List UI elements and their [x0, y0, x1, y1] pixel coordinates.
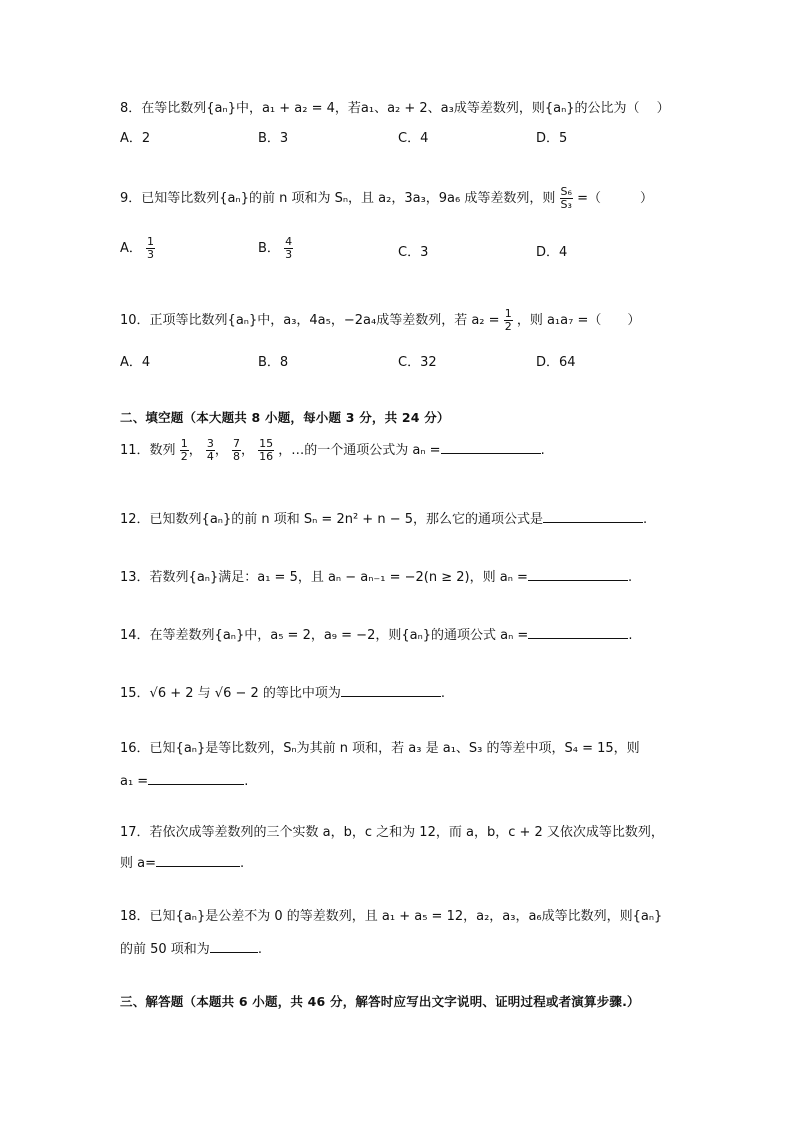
q13-answer-blank[interactable] [528, 566, 628, 581]
q9-option-b: B． $\frac{4}{3}$ [258, 235, 293, 261]
question-17: 17．若依次成等差数列的三个实数 a，b，c 之和为 12，而 a，b，c + 2 又依次成等比数列， [120, 825, 664, 840]
question-10-text: 10．正项等比数列{aₙ}中，a₃，4a₅，−2a₄成等差数列，若 a₂ = [120, 313, 500, 328]
q10-fraction: $\frac{1}{2}$ [504, 307, 512, 333]
question-12: 12．已知数列{aₙ}的前 n 项和 Sₙ = 2n² + n − 5，那么它的通项公式是 . [120, 508, 647, 529]
question-15: 15．√6 + 2 与 √6 − 2 的等比中项为 . [120, 682, 445, 703]
q9-option-a: A． $\frac{1}{3}$ [120, 235, 155, 261]
question-8-text: 8．在等比数列{aₙ}中，a₁ + a₂ = 4，若a₁、a₂ + 2、a₃成等差数列，则{aₙ}的公比为（ ） [120, 101, 670, 116]
question-18: 18．已知{aₙ}是公差不为 0 的等差数列，且 a₁ + a₅ = 12，a₂，a₃，a₆成等比数列，则{aₙ} [120, 909, 663, 924]
question-10: 10．正项等比数列{aₙ}中，a₃，4a₅，−2a₄成等差数列，若 a₂ = $\frac{1}{2}$ ，则 a₁a₇ =（ ） [120, 307, 641, 333]
q14-answer-blank[interactable] [528, 624, 628, 639]
question-16: 16．已知{aₙ}是等比数列，Sₙ为其前 n 项和，若 a₃ 是 a₁、S₃ 的等差中项，S₄ = 15，则 [120, 741, 640, 756]
question-9: 9．已知等比数列{aₙ}的前 n 项和为 Sₙ，且 a₂，3a₃，9a₆ 成等差数列，则 $\frac{\text{S₆}}{\text{S₃}}$ =（ ） [120, 185, 653, 211]
q11-answer-blank[interactable] [441, 439, 541, 454]
q9-fraction: $\frac{\text{S₆}}{\text{S₃}}$ [560, 185, 572, 211]
question-16-line2: a₁ = . [120, 770, 248, 791]
q8-option-b: B．3 [258, 131, 289, 146]
q10-option-c: C．32 [398, 355, 437, 370]
question-14: 14．在等差数列{aₙ}中，a₅ = 2，a₉ = −2，则{aₙ}的通项公式 aₙ = . [120, 624, 632, 645]
q10-option-d: D．64 [536, 355, 576, 370]
section-heading-solutions: 三、解答题（本题共 6 小题，共 46 分，解答时应写出文字说明、证明过程或者演算步骤.） [120, 994, 640, 1009]
question-18-line2: 的前 50 项和为 . [120, 938, 262, 959]
q9-option-d: D．4 [536, 245, 568, 260]
section-heading-fill-in: 二、填空题（本大题共 8 小题，每小题 3 分，共 24 分） [120, 410, 450, 425]
question-17-line2: 则 a= . [120, 852, 244, 873]
question-13: 13．若数列{aₙ}满足：a₁ = 5，且 aₙ − aₙ₋₁ = −2(n ≥ 2)，则 aₙ = . [120, 566, 632, 587]
q18-answer-blank[interactable] [210, 938, 258, 953]
q16-answer-blank[interactable] [148, 770, 244, 785]
question-8 [120, 100, 670, 118]
q15-answer-blank[interactable] [341, 682, 441, 697]
question-9-text: 9．已知等比数列{aₙ}的前 n 项和为 Sₙ，且 a₂，3a₃，9a₆ 成等差数列，则 [120, 191, 556, 206]
question-11: 11．数列 $\frac{1}{2}$ ， $\frac{3}{4}$ ， $\frac{7}{8}$ ， $\frac{15}{16}$ ，…的一个通项公式为 aₙ = . [120, 437, 545, 463]
q8-option-d: D．5 [536, 131, 568, 146]
q10-option-b: B．8 [258, 355, 289, 370]
q12-answer-blank[interactable] [543, 508, 643, 523]
q10-option-a: A．4 [120, 355, 151, 370]
q9-option-c: C．3 [398, 245, 429, 260]
q8-option-c: C．4 [398, 131, 429, 146]
q17-answer-blank[interactable] [156, 852, 240, 867]
q8-option-a: A．2 [120, 131, 151, 146]
